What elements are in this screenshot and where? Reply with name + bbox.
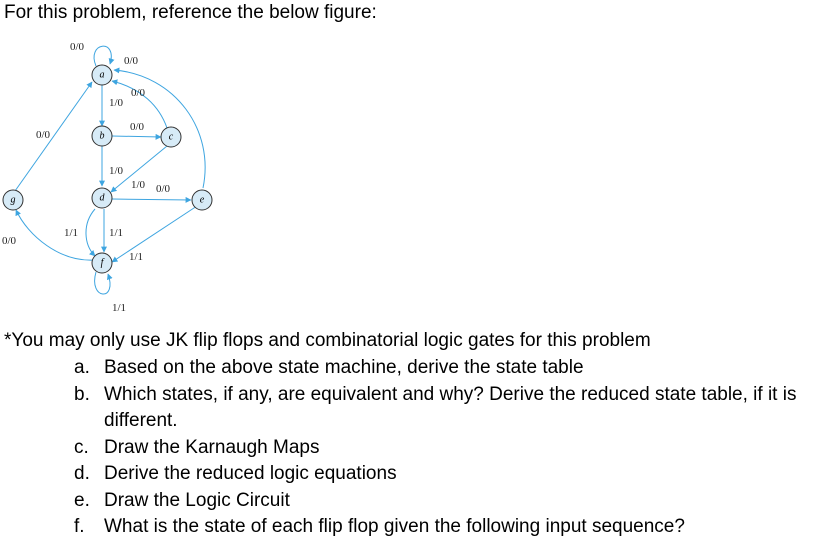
task-text: Based on the above state machine, derive the state table [104, 357, 584, 378]
task-marker: b. [74, 383, 90, 405]
state-a-label: a [99, 69, 105, 81]
edge-e-to-a [114, 70, 205, 188]
edge-g-to-a [15, 82, 92, 191]
edge-e-to-f [112, 206, 197, 262]
task-text: Draw the Logic Circuit [104, 489, 290, 511]
constraint-note: *You may only use JK flip flops and combinatorial logic gates for this problem [4, 330, 651, 351]
edge-f-self [95, 272, 110, 294]
state-e-label: e [199, 194, 205, 206]
state-e [192, 190, 212, 210]
task-text: Which states, if any, are equivalent and why? Derive the reduced state table, if it is different. [104, 383, 797, 431]
label-a-to-b: 1/0 [109, 97, 124, 109]
state-a [92, 65, 112, 85]
label-g-to-a: 0/0 [36, 129, 51, 141]
label-c-to-a: 0/0 [131, 87, 146, 99]
label-d-to-f-left: 1/1 [64, 227, 79, 239]
task-item [74, 435, 814, 462]
edge-f-to-g [16, 210, 94, 260]
edge-d-to-e [112, 199, 191, 200]
task-marker: a. [74, 357, 90, 378]
state-b-label: b [99, 130, 105, 142]
label-d-to-e: 0/0 [156, 183, 171, 195]
edge-a-self [94, 46, 111, 66]
edge-b-to-c [112, 136, 161, 137]
task-marker: c. [74, 436, 89, 458]
state-g [3, 190, 23, 210]
task-marker: d. [74, 463, 90, 484]
state-c [161, 127, 181, 147]
label-f-self: 1/1 [112, 302, 127, 314]
label-e-to-a: 0/0 [124, 55, 139, 67]
state-c-label: c [168, 131, 174, 143]
label-a-self: 0/0 [70, 41, 85, 53]
task-item [74, 355, 814, 382]
label-d-to-f-right: 1/1 [109, 227, 124, 239]
state-b [92, 126, 112, 146]
task-item [74, 514, 814, 541]
state-d-label: d [99, 192, 105, 204]
edge-d-to-f-left [86, 209, 95, 256]
state-g-label: g [10, 194, 16, 206]
task-marker: f. [74, 516, 85, 537]
state-diagram [0, 30, 240, 320]
task-list [74, 355, 814, 541]
task-text: Draw the Karnaugh Maps [104, 436, 320, 458]
task-item [74, 382, 814, 435]
label-b-to-c: 0/0 [130, 121, 145, 133]
task-marker: e. [74, 489, 90, 511]
task-item [74, 461, 814, 488]
label-b-to-d: 1/0 [109, 165, 124, 177]
label-f-to-g: 0/0 [2, 235, 17, 247]
state-f [92, 253, 112, 273]
state-f-label: f [100, 257, 104, 269]
state-d [92, 188, 112, 208]
task-text: Derive the reduced logic equations [104, 463, 397, 484]
label-c-to-d: 1/0 [131, 179, 146, 191]
label-e-to-f: 1/1 [129, 251, 144, 263]
page-heading: For this problem, reference the below figure: [4, 2, 377, 23]
task-text: What is the state of each flip flop given the following input sequence? [104, 516, 685, 537]
task-item [74, 488, 814, 515]
